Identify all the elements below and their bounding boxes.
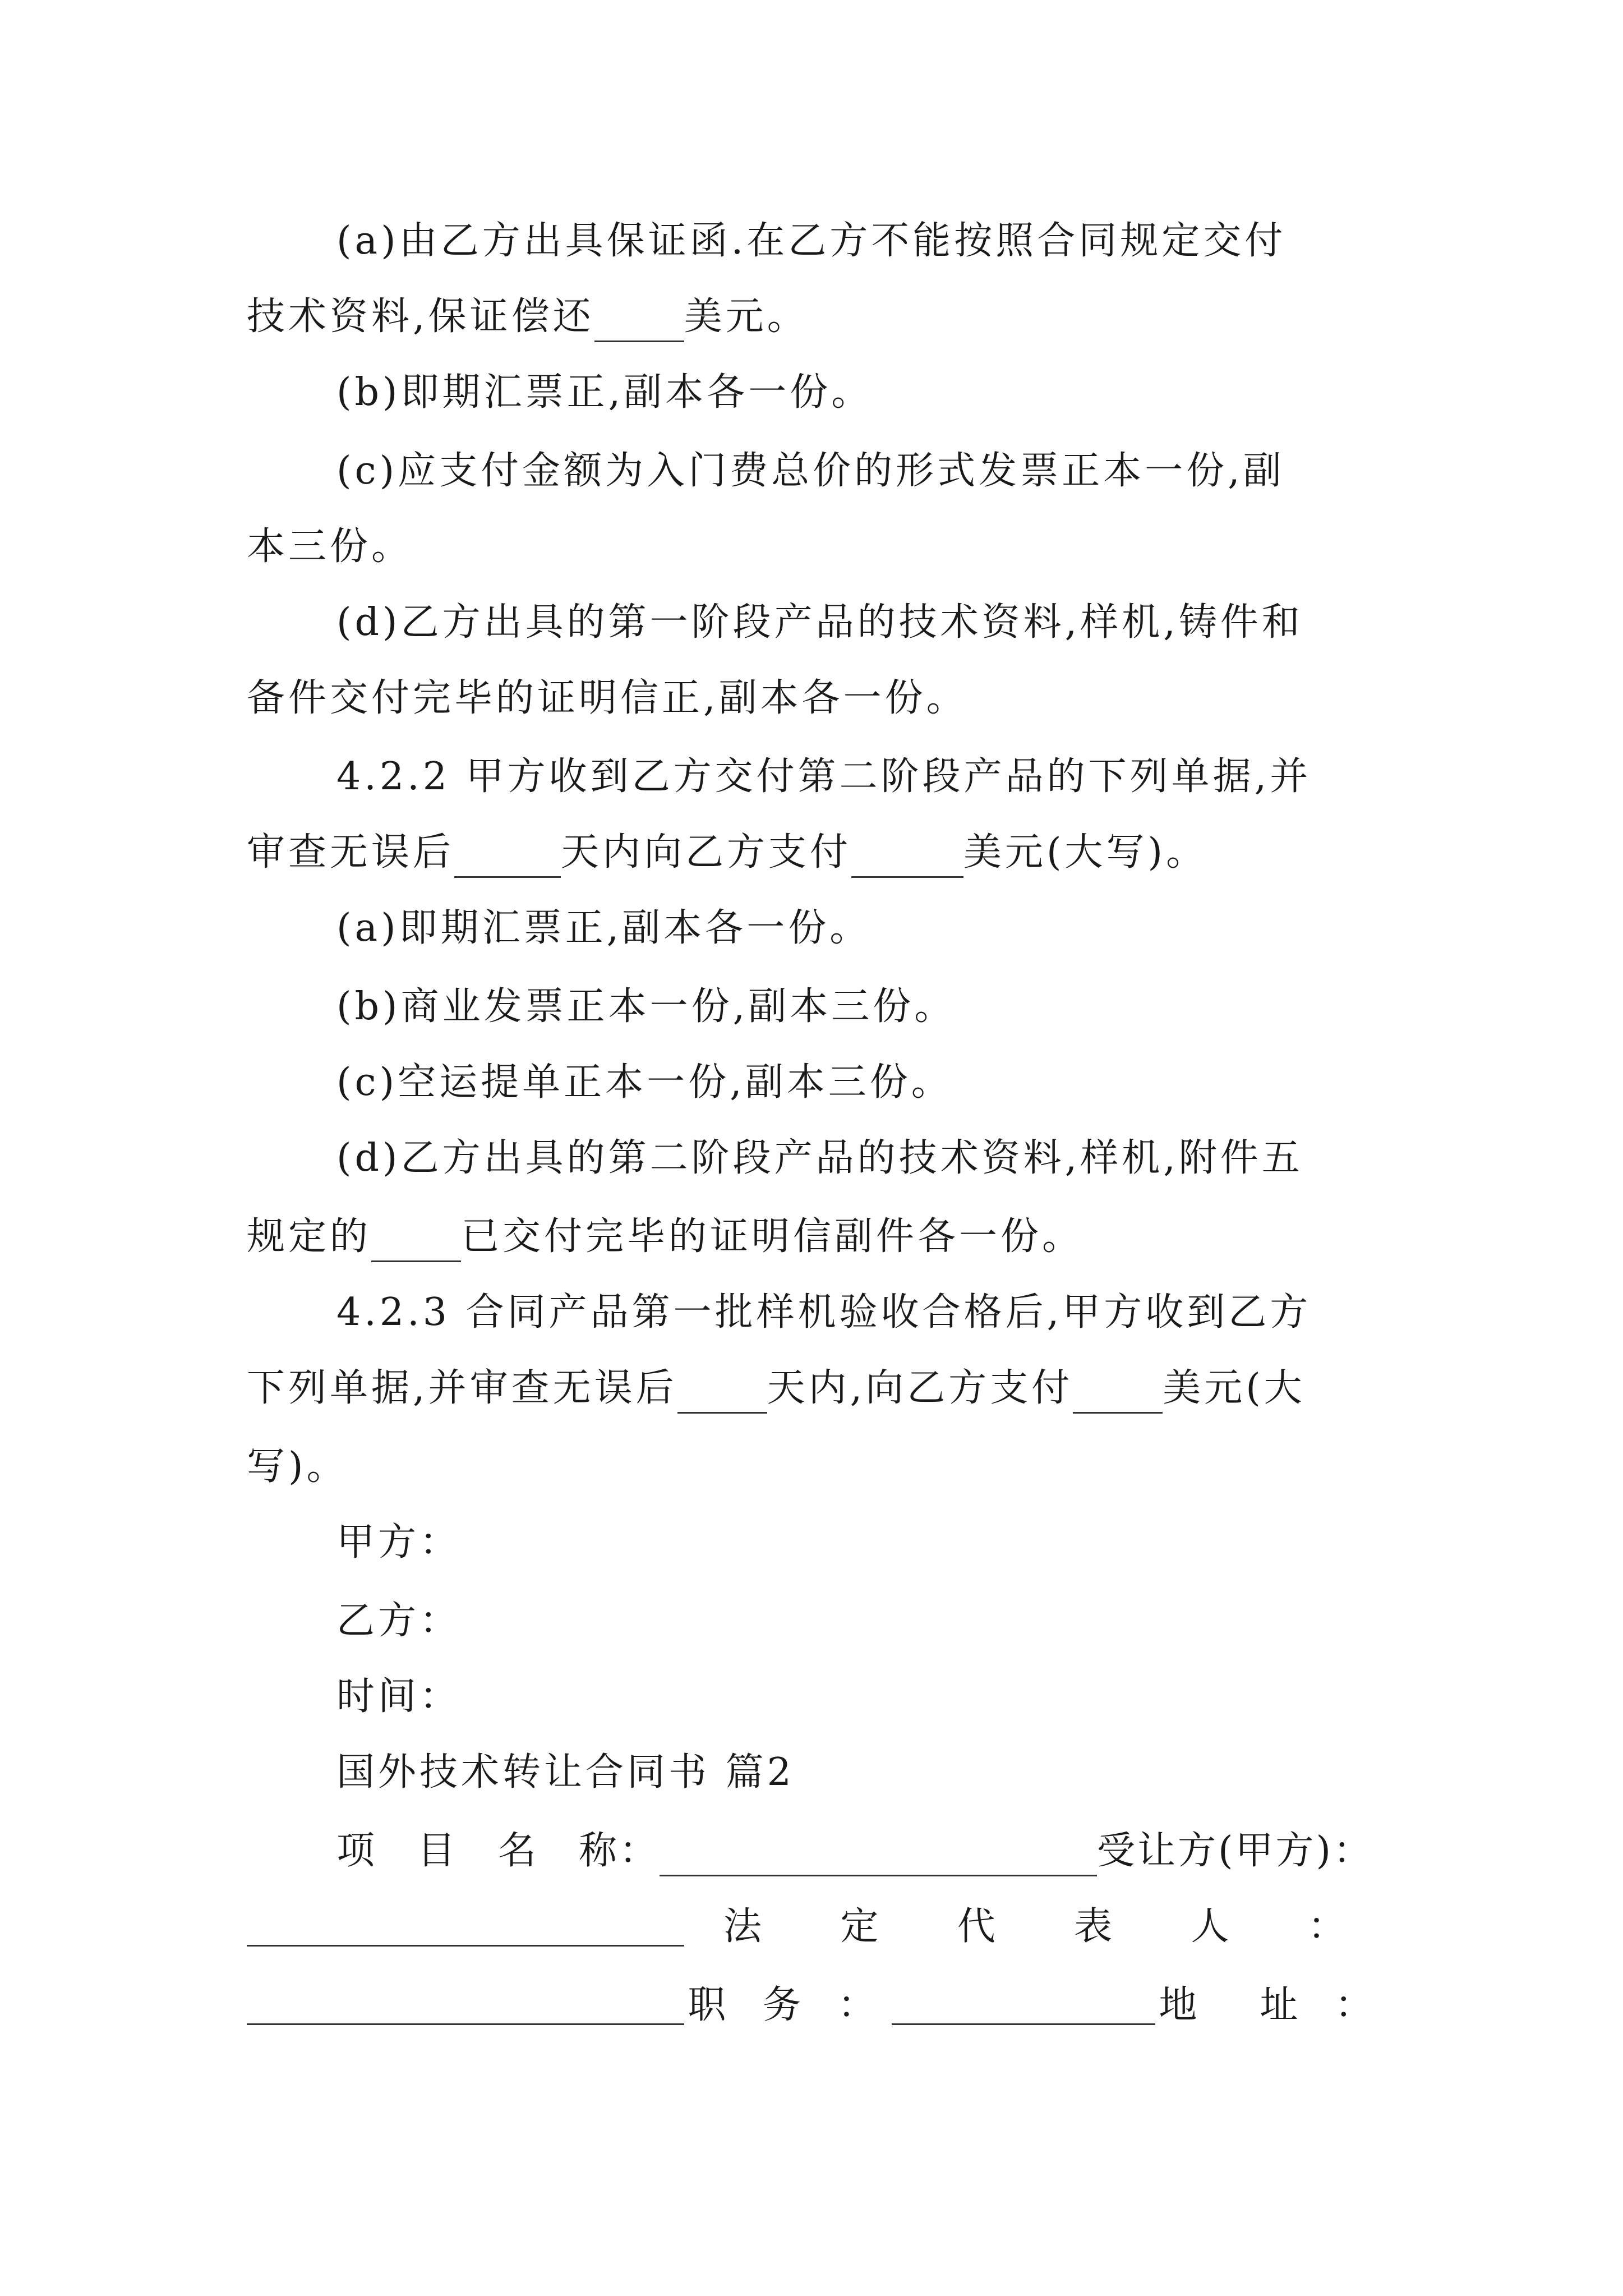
paragraph-line: 写)。	[247, 1444, 348, 1489]
text: 审查无误后	[247, 830, 455, 875]
paragraph-line: (a)由乙方出具保证函.在乙方不能按照合同规定交付	[336, 219, 1287, 263]
fill-blank	[677, 1372, 767, 1414]
text: 美元(大	[1163, 1366, 1306, 1410]
paragraph-line: 备件交付完毕的证明信正,副本各一份。	[247, 676, 968, 720]
legal-rep-char: 定	[840, 1904, 879, 1949]
legal-rep-char: 代	[957, 1904, 995, 1949]
text: 已交付完毕的证明信副件各一份。	[461, 1214, 1084, 1259]
transferee-label: 受让方(甲方)：	[1097, 1829, 1374, 1873]
paragraph-line	[247, 1212, 1083, 1262]
text: 下列单据,并审查无误后	[247, 1366, 677, 1410]
paragraph-line	[247, 1363, 1306, 1414]
fill-blank	[1073, 1372, 1163, 1414]
paragraph-line: (a)即期汇票正,副本各一份。	[336, 906, 872, 950]
form-line-legal-rep	[247, 1902, 1385, 1952]
paragraph-line: (b)即期汇票正,副本各一份。	[336, 370, 873, 415]
legal-rep-char: 人	[1191, 1904, 1229, 1949]
text: 美元(大写)。	[963, 830, 1208, 875]
text: 技术资料,保证偿还	[247, 295, 594, 339]
paragraph-line	[247, 292, 809, 342]
legal-rep-char: 表	[1074, 1904, 1113, 1949]
paragraph-line: (d)乙方出具的第一阶段产品的技术资料,样机,铸件和	[336, 600, 1303, 645]
transferee-blank	[247, 1906, 684, 1947]
paragraph-line: 本三份。	[247, 524, 413, 569]
fill-blank	[594, 300, 684, 342]
paragraph-line: (d)乙方出具的第二阶段产品的技术资料,样机,附件五	[336, 1136, 1303, 1180]
paragraph-line: (c)应支付金额为入门费总价的形式发票正本一份,副	[336, 449, 1285, 493]
text: 美元。	[684, 295, 809, 339]
address-label: 地 址 ：	[1159, 1983, 1385, 2027]
paragraph-line	[247, 827, 1207, 878]
legal-rep-blank	[247, 1984, 684, 2025]
fill-blank	[454, 836, 561, 878]
text: 天内向乙方支付	[561, 830, 852, 875]
party-a-label: 甲方：	[336, 1520, 462, 1565]
position-label: 职 务 ：	[688, 1983, 888, 2027]
section-title: 国外技术转让合同书 篇2	[336, 1750, 795, 1795]
text: 天内,向乙方支付	[767, 1366, 1073, 1410]
paragraph-line: 4.2.2 甲方收到乙方交付第二阶段产品的下列单据,并	[336, 754, 1312, 799]
paragraph-line: (c)空运提单正本一份,副本三份。	[336, 1060, 953, 1105]
fill-blank	[371, 1220, 461, 1262]
text: 规定的	[247, 1214, 372, 1259]
position-blank	[892, 1984, 1155, 2025]
paragraph-line: (b)商业发票正本一份,副本三份。	[336, 984, 956, 1029]
legal-rep-char: 法	[723, 1904, 762, 1949]
form-line-project	[336, 1826, 1373, 1876]
paragraph-line: 4.2.3 合同产品第一批样机验收合格后,甲方收到乙方	[336, 1290, 1312, 1335]
time-label: 时间：	[336, 1674, 462, 1719]
party-b-label: 乙方：	[336, 1599, 462, 1643]
fill-blank	[851, 836, 963, 878]
project-name-blank	[660, 1834, 1097, 1876]
legal-rep-char: ：	[1307, 1904, 1346, 1949]
project-name-label: 项 目 名 称：	[336, 1829, 660, 1873]
form-line-position	[247, 1980, 1385, 2031]
